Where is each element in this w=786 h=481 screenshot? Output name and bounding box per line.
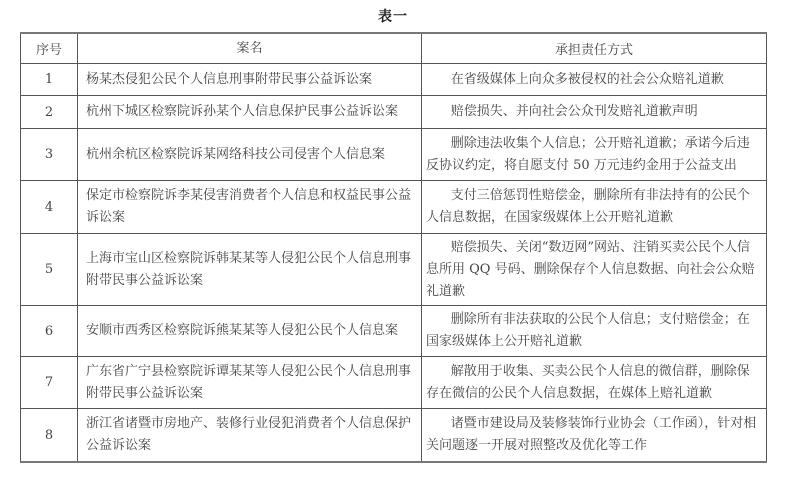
cell-no: 1 bbox=[21, 64, 78, 96]
table-row bbox=[21, 181, 767, 234]
cell-no: 8 bbox=[21, 409, 78, 463]
cell-case-name: 安顺市西秀区检察院诉熊某某等人侵犯公民个人信息案 bbox=[78, 306, 422, 357]
cell-liability: 支付三倍惩罚性赔偿金，删除所有非法持有的公民个人信息数据，在国家级媒体上公开赔礼道歉 bbox=[422, 181, 767, 234]
table-row bbox=[21, 306, 767, 357]
cell-case-name: 杭州余杭区检察院诉某网络科技公司侵害个人信息案 bbox=[78, 129, 422, 181]
cell-liability: 删除违法收集个人信息；公开赔礼道歉；承诺今后违反协议约定，将自愿支付 50 万元违约金用于公益支出 bbox=[422, 129, 767, 181]
cell-liability: 赔偿损失、关闭“数迈网”网站、注销买卖公民个人信息所用 QQ 号码、删除保存个人信息数据、向社会公众赔礼道歉 bbox=[422, 234, 767, 306]
header-no: 序号 bbox=[21, 33, 78, 64]
header-case-name: 案名 bbox=[78, 33, 422, 64]
table-row bbox=[21, 129, 767, 181]
table-row bbox=[21, 234, 767, 306]
table-title: 表一 bbox=[378, 9, 408, 25]
cell-no: 4 bbox=[21, 181, 78, 234]
cell-case-name: 浙江省诸暨市房地产、装修行业侵犯消费者个人信息保护公益诉讼案 bbox=[78, 409, 422, 463]
cell-no: 7 bbox=[21, 357, 78, 409]
cases-table bbox=[20, 32, 767, 463]
cell-no: 6 bbox=[21, 306, 78, 357]
header-liability: 承担责任方式 bbox=[422, 33, 767, 64]
cell-case-name: 杨某杰侵犯公民个人信息刑事附带民事公益诉讼案 bbox=[78, 64, 422, 96]
table-row bbox=[21, 64, 767, 96]
cell-no: 2 bbox=[21, 96, 78, 129]
cell-liability: 诸暨市建设局及装修装饰行业协会（工作函），针对相关问题逐一开展对照整改及优化等工作 bbox=[422, 409, 767, 463]
cell-case-name: 保定市检察院诉李某侵害消费者个人信息和权益民事公益诉讼案 bbox=[78, 181, 422, 234]
table-row bbox=[21, 409, 767, 463]
cell-case-name: 杭州下城区检察院诉孙某个人信息保护民事公益诉讼案 bbox=[78, 96, 422, 129]
cell-no: 5 bbox=[21, 234, 78, 306]
cell-liability: 删除所有非法获取的公民个人信息；支付赔偿金；在国家级媒体上公开赔礼道歉 bbox=[422, 306, 767, 357]
cell-liability: 在省级媒体上向众多被侵权的社会公众赔礼道歉 bbox=[422, 64, 767, 96]
table-row bbox=[21, 96, 767, 129]
cell-no: 3 bbox=[21, 129, 78, 181]
cell-liability: 解散用于收集、买卖公民个人信息的微信群，删除保存在微信的公民个人信息数据，在媒体上赔礼道歉 bbox=[422, 357, 767, 409]
table-header-row bbox=[21, 33, 767, 64]
cell-case-name: 上海市宝山区检察院诉韩某某等人侵犯公民个人信息刑事附带民事公益诉讼案 bbox=[78, 234, 422, 306]
cell-liability: 赔偿损失、并向社会公众刊发赔礼道歉声明 bbox=[422, 96, 767, 129]
table-row bbox=[21, 357, 767, 409]
cell-case-name: 广东省广宁县检察院诉谭某某等人侵犯公民个人信息刑事附带民事公益诉讼案 bbox=[78, 357, 422, 409]
